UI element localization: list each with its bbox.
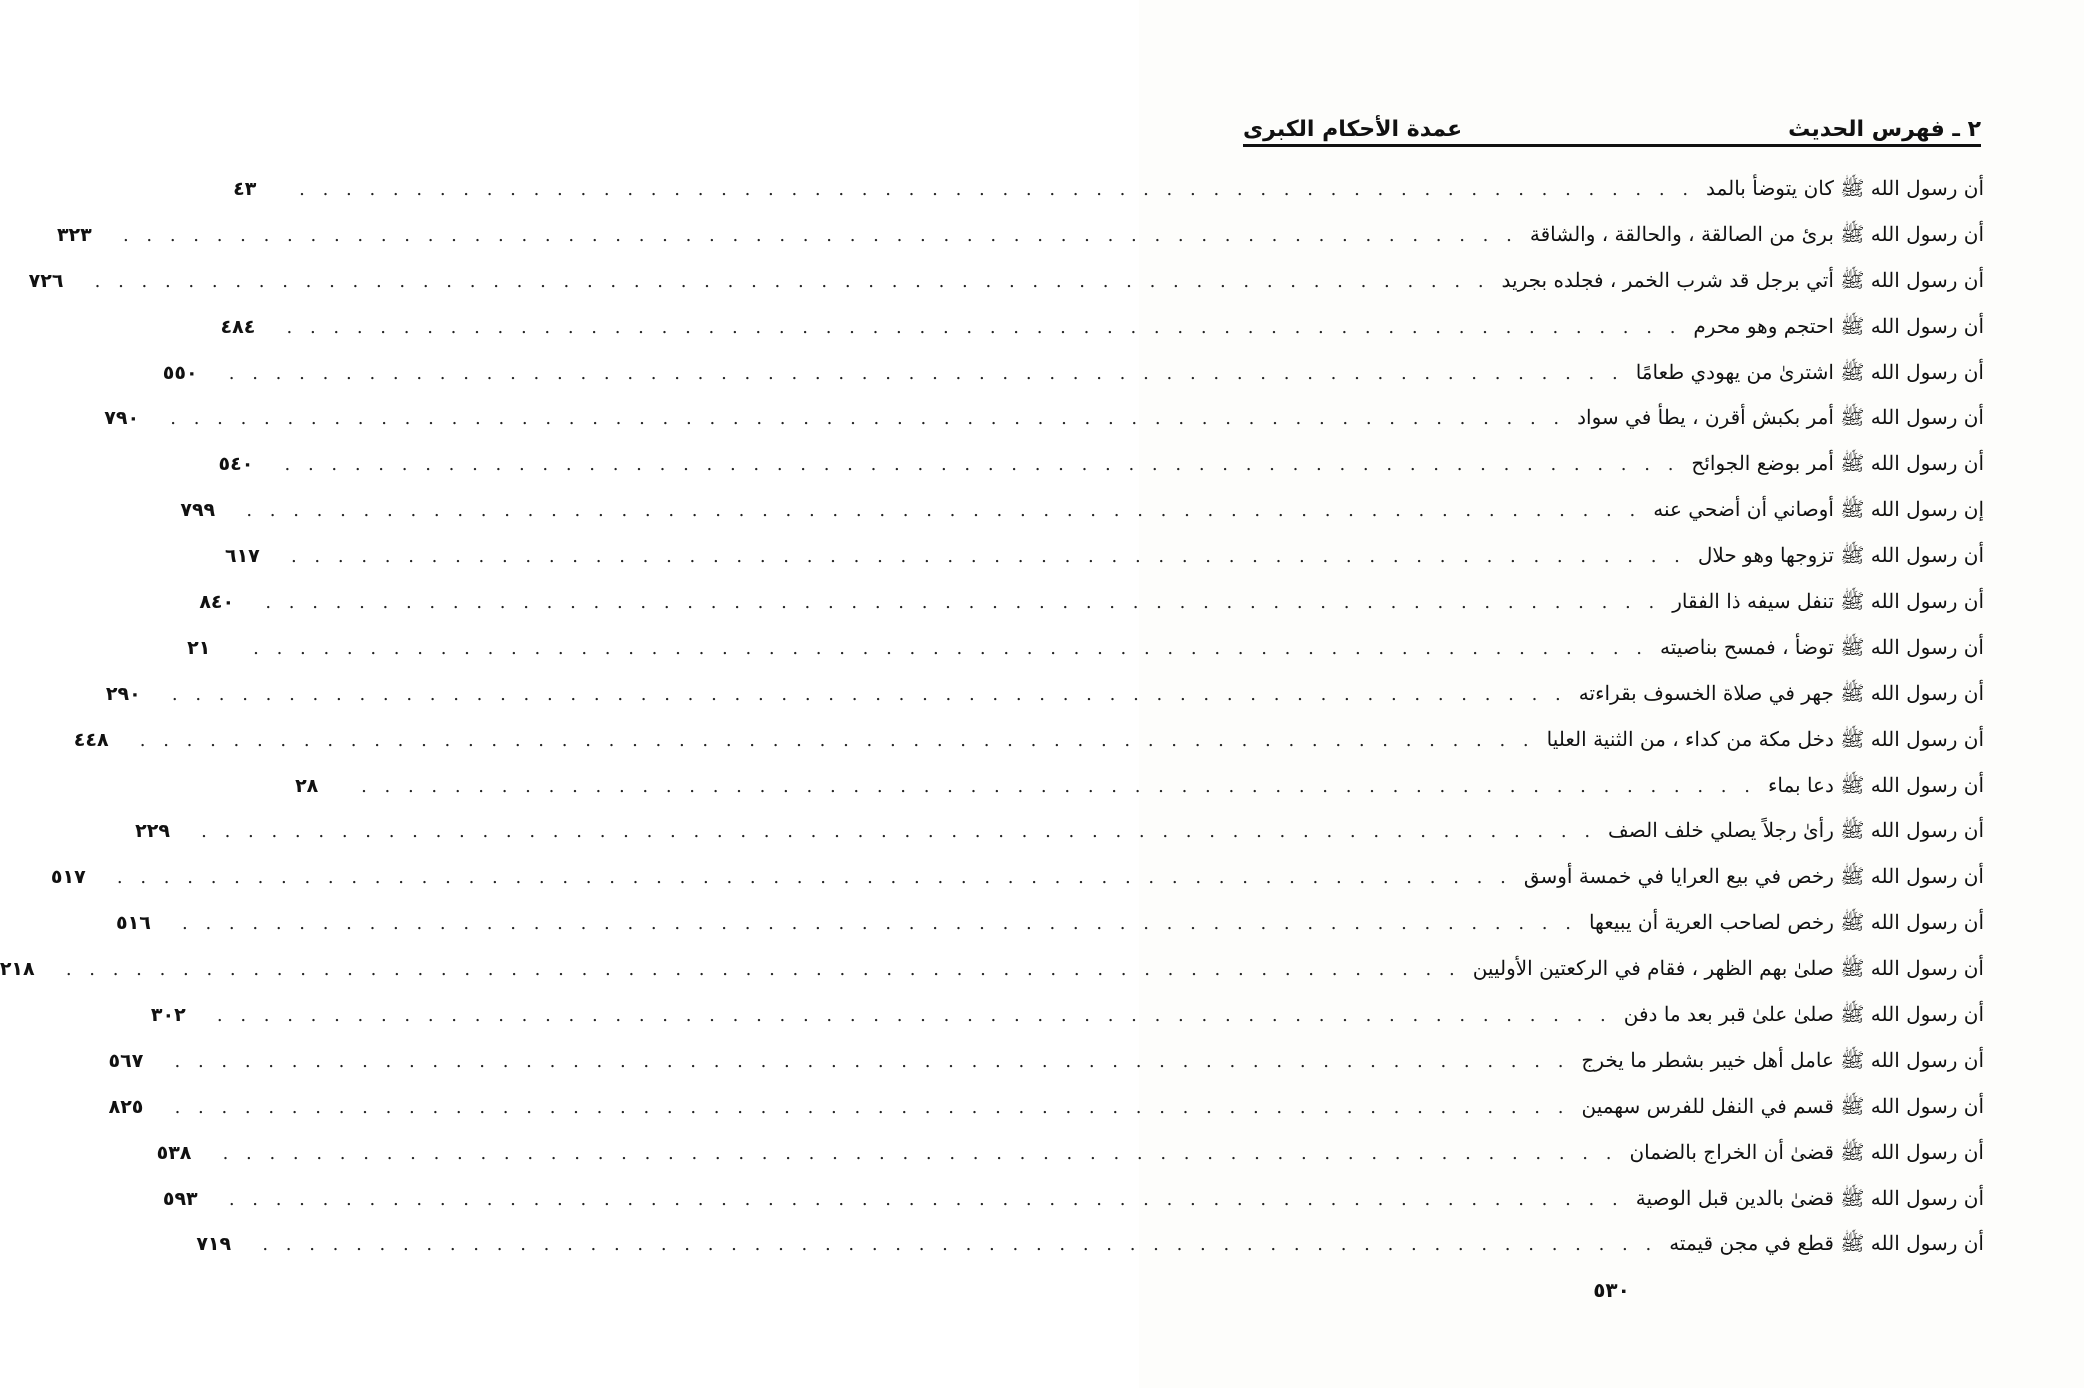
index-entry bbox=[73, 717, 1984, 763]
index-entry bbox=[50, 854, 1984, 900]
leader-dots: . . . . . . . . . . . . . . . . . . . . . . . . . . . . . . . . . . . . . . . . . . . . . . . . . . . . . . . . . . . . bbox=[122, 224, 1518, 246]
index-entry bbox=[104, 395, 1984, 441]
index-entry bbox=[116, 900, 1984, 946]
entry-page-number: ٥١٧ bbox=[50, 866, 86, 889]
entry-page-number: ٣٠٢ bbox=[150, 1004, 186, 1027]
index-entry bbox=[162, 350, 1984, 396]
section-title: ٢ ـ فهرس الحديث bbox=[1788, 117, 1981, 142]
leader-dots: . . . . . . . . . . . . . . . . . . . . . . . . . . . . . . . . . . . . . . . . . . . . . . . . . . . . . . . . . . . . bbox=[222, 1142, 1618, 1164]
index-entry bbox=[218, 441, 1984, 487]
entry-text: أن رسول الله ﷺ عامل أهل خيبر بشطر ما يخرج bbox=[1581, 1047, 1984, 1072]
entry-text: أن رسول الله ﷺ أتي برجل قد شرب الخمر ، فجلده بجريد bbox=[1501, 267, 1984, 292]
leader-dots: . . . . . . . . . . . . . . . . . . . . . . . . . . . . . . . . . . . . . . . . . . . . . . . . . . . . . . . . . . . . bbox=[228, 1188, 1624, 1210]
leader-dots: . . . . . . . . . . . . . . . . . . . . . . . . . . . . . . . . . . . . . . . . . . . . . . . . . . . . . . . . . . . . bbox=[171, 683, 1567, 705]
entry-page-number: ٢١٨ bbox=[0, 958, 35, 981]
entry-text: أن رسول الله ﷺ اشترىٰ من يهودي طعامًا bbox=[1635, 359, 1984, 384]
leader-dots: . . . . . . . . . . . . . . . . . . . . . . . . . . . . . . . . . . . . . . . . . . . . . . . . . . . . . . . . . . . . bbox=[216, 1005, 1612, 1027]
entry-text: أن رسول الله ﷺ توضأ ، فمسح بناصيته bbox=[1660, 634, 1984, 659]
entry-page-number: ٧٩٩ bbox=[180, 499, 216, 522]
index-entry bbox=[220, 304, 1984, 350]
entry-text: أن رسول الله ﷺ صلىٰ علىٰ قبر بعد ما دفن bbox=[1623, 1002, 1984, 1027]
leader-dots: . . . . . . . . . . . . . . . . . . . . . . . . . . . . . . . . . . . . . . . . . . . . . . . . . . . . . . . . . . . . bbox=[116, 867, 1512, 889]
leader-dots: . . . . . . . . . . . . . . . . . . . . . . . . . . . . . . . . . . . . . . . . . . . . . . . . . . . . . . . . . . . . bbox=[361, 775, 1756, 797]
entry-page-number: ٢١ bbox=[187, 636, 211, 659]
index-entry bbox=[56, 212, 1984, 258]
entry-text: أن رسول الله ﷺ رأىٰ رجلاً يصلي خلف الصف bbox=[1608, 818, 1984, 843]
index-entry bbox=[156, 1130, 1984, 1176]
index-entry bbox=[224, 533, 1984, 579]
entry-page-number: ٧٩٠ bbox=[104, 407, 140, 430]
leader-dots: . . . . . . . . . . . . . . . . . . . . . . . . . . . . . . . . . . . . . . . . . . . . . . . . . . . . . . . . . . . . bbox=[286, 316, 1682, 338]
leader-dots: . . . . . . . . . . . . . . . . . . . . . . . . . . . . . . . . . . . . . . . . . . . . . . . . . . . . . . . . . . . . bbox=[170, 408, 1566, 430]
entry-text: أن رسول الله ﷺ قسم في النفل للفرس سهمين bbox=[1581, 1093, 1984, 1118]
index-entry bbox=[162, 1176, 1984, 1222]
leader-dots: . . . . . . . . . . . . . . . . . . . . . . . . . . . . . . . . . . . . . . . . . . . . . . . . . . . . . . . . . . . . bbox=[139, 729, 1535, 751]
entry-page-number: ٤٤٨ bbox=[73, 728, 109, 751]
entry-page-number: ٢٩٠ bbox=[105, 682, 141, 705]
hadith-index-list bbox=[0, 166, 1984, 1267]
leader-dots: . . . . . . . . . . . . . . . . . . . . . . . . . . . . . . . . . . . . . . . . . . . . . . . . . . . . . . . . . . . . bbox=[246, 500, 1642, 522]
entry-page-number: ٨٢٥ bbox=[108, 1095, 144, 1118]
page-number: ٥٣٠ bbox=[1593, 1278, 1630, 1302]
entry-page-number: ٥١٦ bbox=[116, 912, 151, 935]
index-entry bbox=[28, 258, 1984, 304]
entry-text: أن رسول الله ﷺ برئ من الصالقة ، والحالقة ، والشاقة bbox=[1529, 221, 1984, 246]
entry-text: أن رسول الله ﷺ رخص في بيع العرايا في خمسة أوسق bbox=[1523, 864, 1984, 889]
entry-text: أن رسول الله ﷺ رخص لصاحب العرية أن يبيعها bbox=[1588, 910, 1984, 935]
leader-dots: . . . . . . . . . . . . . . . . . . . . . . . . . . . . . . . . . . . . . . . . . . . . . . . . . . . . . . . . . . . . bbox=[262, 1234, 1658, 1256]
entry-page-number: ٦١٧ bbox=[224, 545, 260, 568]
entry-text: أن رسول الله ﷺ قضىٰ أن الخراج بالضمان bbox=[1629, 1139, 1984, 1164]
entry-page-number: ٥٩٣ bbox=[162, 1187, 198, 1210]
entry-text: أن رسول الله ﷺ قطع في مجن قيمته bbox=[1669, 1231, 1984, 1256]
leader-dots: . . . . . . . . . . . . . . . . . . . . . . . . . . . . . . . . . . . . . . . . . . . . . . . . . . . . . . . . . . . . bbox=[174, 1096, 1570, 1118]
leader-dots: . . . . . . . . . . . . . . . . . . . . . . . . . . . . . . . . . . . . . . . . . . . . . . . . . . . . . . . . . . . . bbox=[65, 959, 1461, 981]
index-entry bbox=[105, 671, 1984, 717]
leader-dots: . . . . . . . . . . . . . . . . . . . . . . . . . . . . . . . . . . . . . . . . . . . . . . . . . . . . . . . . . . . . bbox=[265, 592, 1661, 614]
entry-text: أن رسول الله ﷺ دعا بماء bbox=[1767, 772, 1984, 797]
index-entry bbox=[150, 992, 1984, 1038]
index-entry bbox=[187, 625, 1984, 671]
entry-page-number: ٧٢٦ bbox=[28, 269, 64, 292]
leader-dots: . . . . . . . . . . . . . . . . . . . . . . . . . . . . . . . . . . . . . . . . . . . . . . . . . . . . . . . . . . . . bbox=[299, 179, 1695, 200]
entry-page-number: ٣٢٣ bbox=[56, 223, 92, 246]
index-entry bbox=[233, 166, 1984, 212]
entry-page-number: ٥٦٧ bbox=[108, 1049, 144, 1072]
entry-page-number: ٥٥٠ bbox=[162, 361, 198, 384]
leader-dots: . . . . . . . . . . . . . . . . . . . . . . . . . . . . . . . . . . . . . . . . . . . . . . . . . . . . . . . . . . . . bbox=[94, 270, 1490, 292]
entry-text: أن رسول الله ﷺ جهر في صلاة الخسوف بقراءته bbox=[1578, 680, 1984, 705]
entry-text: أن رسول الله ﷺ صلىٰ بهم الظهر ، فقام في الركعتين الأوليين bbox=[1472, 956, 1984, 981]
entry-text: إن رسول الله ﷺ أوصاني أن أضحي عنه bbox=[1653, 497, 1984, 522]
index-entry bbox=[108, 1084, 1984, 1130]
entry-page-number: ٢٢٩ bbox=[135, 820, 170, 843]
index-entry bbox=[199, 579, 1984, 625]
entry-page-number: ٢٨ bbox=[295, 774, 319, 797]
entry-text: أن رسول الله ﷺ تزوجها وهو حلال bbox=[1697, 543, 1984, 568]
entry-text: أن رسول الله ﷺ أمر بوضع الجوائح bbox=[1691, 451, 1984, 476]
entry-page-number: ٥٤٠ bbox=[218, 453, 254, 476]
entry-page-number: ٨٤٠ bbox=[199, 591, 235, 614]
header-rule bbox=[1243, 144, 1981, 147]
index-entry bbox=[180, 487, 1984, 533]
leader-dots: . . . . . . . . . . . . . . . . . . . . . . . . . . . . . . . . . . . . . . . . . . . . . . . . . . . . . . . . . . . . bbox=[284, 454, 1680, 476]
entry-text: أن رسول الله ﷺ دخل مكة من كداء ، من الثنية العليا bbox=[1546, 726, 1984, 751]
entry-text: أن رسول الله ﷺ تنفل سيفه ذا الفقار bbox=[1672, 589, 1984, 614]
leader-dots: . . . . . . . . . . . . . . . . . . . . . . . . . . . . . . . . . . . . . . . . . . . . . . . . . . . . . . . . . . . . bbox=[174, 1050, 1570, 1072]
leader-dots: . . . . . . . . . . . . . . . . . . . . . . . . . . . . . . . . . . . . . . . . . . . . . . . . . . . . . . . . . . . . bbox=[228, 362, 1624, 384]
running-header bbox=[1243, 104, 1981, 144]
leader-dots: . . . . . . . . . . . . . . . . . . . . . . . . . . . . . . . . . . . . . . . . . . . . . . . . . . . . . . . . . . . . bbox=[201, 821, 1597, 843]
entry-text: أن رسول الله ﷺ أمر بكبش أقرن ، يطأ في سواد bbox=[1577, 405, 1984, 430]
leader-dots: . . . . . . . . . . . . . . . . . . . . . . . . . . . . . . . . . . . . . . . . . . . . . . . . . . . . . . . . . . . . bbox=[182, 913, 1577, 935]
book-title: عمدة الأحكام الكبرى bbox=[1243, 117, 1463, 142]
index-entry bbox=[135, 808, 1984, 854]
leader-dots: . . . . . . . . . . . . . . . . . . . . . . . . . . . . . . . . . . . . . . . . . . . . . . . . . . . . . . . . . . . . bbox=[290, 546, 1686, 568]
leader-dots: . . . . . . . . . . . . . . . . . . . . . . . . . . . . . . . . . . . . . . . . . . . . . . . . . . . . . . . . . . . . bbox=[253, 637, 1649, 659]
entry-page-number: ٤٣ bbox=[233, 178, 257, 200]
index-entry bbox=[295, 763, 1984, 809]
entry-page-number: ٤٨٤ bbox=[220, 315, 256, 338]
entry-text: أن رسول الله ﷺ احتجم وهو محرم bbox=[1693, 313, 1984, 338]
entry-page-number: ٧١٩ bbox=[196, 1233, 232, 1256]
entry-page-number: ٥٣٨ bbox=[156, 1141, 192, 1164]
entry-text: أن رسول الله ﷺ كان يتوضأ بالمد bbox=[1706, 176, 1984, 200]
entry-text: أن رسول الله ﷺ قضىٰ بالدين قبل الوصية bbox=[1635, 1185, 1984, 1210]
index-entry bbox=[0, 946, 1984, 992]
index-entry bbox=[108, 1038, 1984, 1084]
index-entry bbox=[196, 1221, 1984, 1267]
